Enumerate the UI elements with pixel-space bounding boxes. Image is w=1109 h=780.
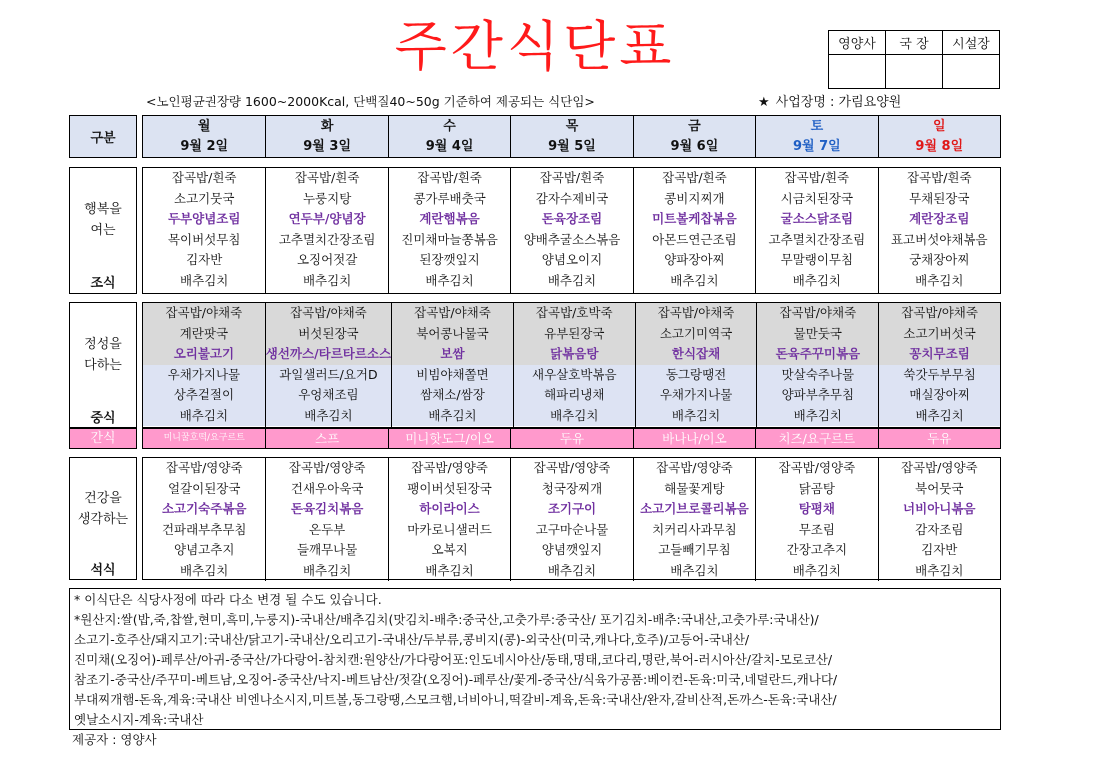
dinner-dish: 고들빼기무침 — [658, 542, 731, 557]
day-header-2 — [265, 116, 387, 157]
breakfast-dish: 오징어젓갈 — [296, 252, 358, 267]
breakfast-dish: 배추김치 — [425, 272, 474, 288]
lunch-day-5 — [635, 303, 757, 427]
lunch-dish: 새우살호박볶음 — [514, 365, 635, 386]
lunch-dish: 꽁치무조림 — [879, 344, 1000, 365]
breakfast-dish: 콩가루배춧국 — [413, 190, 486, 206]
dinner-dish: 온두부 — [309, 521, 346, 537]
breakfast-dish: 표고버섯야채볶음 — [890, 231, 988, 247]
snack-item: 미니꿀호떡/요구르트 — [163, 433, 245, 443]
dinner-dish: 건파래부추무침 — [161, 521, 247, 537]
dinner-dish: 간장고추지 — [786, 542, 848, 557]
breakfast-day-4 — [510, 168, 632, 293]
breakfast-dish: 시금치된장국 — [780, 190, 854, 206]
day-header-4 — [510, 116, 632, 157]
breakfast-dish: 궁채장아찌 — [909, 252, 970, 267]
lunch-dish: 잡곡밥/호박죽 — [514, 303, 635, 324]
lunch-label-line1: 정성을 — [84, 337, 122, 352]
dinner-label-line1: 건강을 — [84, 491, 122, 506]
dinner-day-3 — [388, 458, 510, 581]
snack-item: 스프 — [265, 429, 387, 448]
day-header-row — [142, 115, 1001, 158]
dinner-dish: 닭곰탕 — [798, 480, 835, 496]
origin-note-line: 옛날소시지-계육:국내산 — [74, 712, 204, 727]
dinner-dish: 건새우아욱국 — [290, 480, 364, 496]
breakfast-label-line2: 여는 — [90, 223, 116, 238]
dinner-dish: 잡곡밥/영양죽 — [656, 460, 733, 475]
breakfast-day-7 — [878, 168, 1000, 293]
day-name: 목 — [565, 119, 579, 134]
breakfast-dish: 미트볼케찹볶음 — [652, 211, 737, 226]
dinner-menu-grid — [142, 457, 1001, 580]
dinner-dish: 잡곡밥/영양죽 — [533, 460, 611, 475]
lunch-dish: 배추김치 — [636, 406, 757, 427]
breakfast-dish: 배추김치 — [547, 272, 597, 288]
breakfast-dish: 계란장조림 — [909, 211, 970, 226]
snack-label: 간식 — [69, 428, 137, 449]
dinner-day-5 — [633, 458, 755, 581]
dinner-meal-name: 석식 — [90, 563, 116, 578]
lunch-dish: 오리불고기 — [143, 344, 265, 365]
approval-facility-head-label: 시설장 — [943, 31, 1000, 55]
lunch-dish: 유부된장국 — [514, 324, 635, 345]
lunch-dish: 배추김치 — [757, 406, 878, 427]
approval-director-sign-cell[interactable] — [886, 55, 943, 89]
breakfast-dish: 무채된장국 — [909, 190, 970, 206]
breakfast-dish: 연두부/양념장 — [288, 211, 366, 226]
origin-note-line: *원산지:쌀(밥,죽,찹쌀,현미,흑미,누룽지)-국내산/배추김치(맛김치-배추:중국산,고춧가루:중국산/ 포기김치-배추:국내산,고춧가루:국내산)/ — [74, 612, 819, 627]
snack-item: 치즈/요구르트 — [755, 429, 877, 448]
lunch-day-2 — [265, 303, 391, 427]
day-name: 일 — [933, 119, 946, 134]
breakfast-dish: 양배추굴소스볶음 — [523, 231, 621, 247]
lunch-dish: 해파리냉채 — [514, 385, 635, 406]
dinner-dish: 마카로니샐러드 — [407, 521, 492, 537]
lunch-day-3 — [391, 303, 513, 427]
origin-note-line: 참조기-중국산/주꾸미-베트남,오징어-중국산/낙지-베트남산/젓갈(오징어)-페루산/꽃게-중국산/식육가공품:베이컨-돈육:미국,네덜란드,캐나다/ — [74, 672, 838, 687]
dinner-dish: 소고기숙주볶음 — [161, 501, 247, 516]
lunch-dish: 잡곡밥/야채죽 — [143, 303, 265, 324]
day-header-3 — [388, 116, 510, 157]
dinner-dish: 너비아니볶음 — [903, 501, 976, 516]
dinner-dish: 배추김치 — [792, 562, 841, 578]
breakfast-dish: 잡곡밥/흰죽 — [906, 170, 972, 185]
breakfast-dish: 고추멸치간장조림 — [278, 231, 376, 247]
snack-item: 미니핫도그/이오 — [388, 429, 510, 448]
dinner-dish: 소고기브로콜리볶음 — [640, 501, 749, 516]
day-date: 9월 7일 — [792, 139, 841, 154]
snack-item: 바나나/이오 — [633, 429, 755, 448]
breakfast-dish: 잡곡밥/흰죽 — [417, 170, 482, 185]
dinner-dish: 배추김치 — [180, 562, 229, 578]
lunch-dish: 배추김치 — [879, 406, 1000, 427]
approval-nutritionist-sign-cell[interactable] — [829, 55, 886, 89]
dinner-dish: 잡곡밥/영양죽 — [165, 460, 243, 475]
lunch-dish: 잡곡밥/야채죽 — [392, 303, 513, 324]
dinner-dish: 오복지 — [431, 542, 468, 557]
breakfast-dish: 배추김치 — [915, 272, 964, 288]
breakfast-dish: 배추김치 — [302, 272, 352, 288]
approval-nutritionist-label: 영양사 — [829, 31, 886, 55]
dinner-dish: 배추김치 — [425, 562, 474, 578]
dinner-label-line2: 생각하는 — [77, 512, 129, 527]
breakfast-dish: 잡곡밥/흰죽 — [662, 170, 727, 185]
dinner-dish: 얼갈이된장국 — [167, 480, 241, 496]
lunch-dish: 쌈채소/쌈장 — [392, 385, 513, 406]
lunch-dish: 잡곡밥/야채죽 — [879, 303, 1000, 324]
breakfast-dish: 돈육장조림 — [541, 211, 603, 226]
breakfast-dish: 잡곡밥/흰죽 — [294, 170, 360, 185]
dinner-dish: 팽이버섯된장국 — [407, 480, 492, 496]
dinner-day-2 — [265, 458, 387, 581]
dinner-dish: 해물꽃게탕 — [664, 480, 725, 496]
day-name: 금 — [688, 119, 701, 134]
breakfast-dish: 배추김치 — [180, 272, 229, 288]
page-title: 주간식단표 — [394, 15, 676, 78]
day-name: 월 — [197, 119, 211, 134]
breakfast-dish: 잡곡밥/흰죽 — [784, 170, 850, 185]
lunch-dish: 닭볶음탕 — [514, 344, 635, 365]
lunch-label-line2: 다하는 — [84, 358, 122, 373]
lunch-dish: 생선까스/타르타르소스 — [266, 344, 391, 365]
dinner-dish: 북어뭇국 — [915, 480, 964, 496]
lunch-day-6 — [756, 303, 878, 427]
lunch-dish: 양파부추무침 — [757, 385, 878, 406]
dinner-dish: 무조림 — [798, 521, 835, 537]
lunch-dish: 계란팟국 — [143, 324, 265, 345]
dinner-day-4 — [510, 458, 632, 581]
snack-item: 두유 — [510, 429, 632, 448]
breakfast-dish: 잡곡밥/흰죽 — [171, 170, 237, 185]
dinner-dish: 청국장찌개 — [541, 480, 603, 496]
lunch-dish: 배추김치 — [392, 406, 513, 427]
breakfast-dish: 목이버섯무침 — [167, 231, 241, 247]
approval-signature-box — [828, 30, 1000, 89]
breakfast-dish: 콩비지찌개 — [664, 190, 725, 206]
lunch-dish: 한식잡채 — [636, 344, 757, 365]
breakfast-label-line1: 행복을 — [84, 202, 122, 217]
dinner-dish: 배추김치 — [915, 562, 964, 578]
dinner-day-6 — [755, 458, 877, 581]
lunch-dish: 맛살숙주나물 — [757, 365, 878, 386]
day-header-6 — [755, 116, 877, 157]
breakfast-dish: 고추멸치간장조림 — [768, 231, 866, 247]
dinner-dish: 잡곡밥/영양죽 — [288, 460, 366, 475]
day-date: 9월 3일 — [303, 139, 351, 154]
origin-note-line: * 이식단은 식당사정에 따라 다소 변경 될 수도 있습니다. — [74, 592, 382, 607]
breakfast-dish: 무말랭이무침 — [780, 252, 854, 267]
lunch-dish: 돈육주꾸미볶음 — [757, 344, 878, 365]
dinner-day-1 — [143, 458, 265, 581]
dinner-dish: 치커리사과무침 — [652, 521, 737, 537]
origin-note-line: 부대찌개햄-돈육,계육:국내산 비엔나소시지,미트볼,동그랑땡,스모크햄,너비아니,떡갈비-계육,돈육:국내산/완자,갈비산적,돈까스-돈육:국내산/ — [74, 692, 837, 707]
day-name: 수 — [443, 119, 456, 134]
lunch-dish: 잡곡밥/야채죽 — [636, 303, 757, 324]
provider-line: 제공자 : 영양사 — [72, 732, 157, 747]
lunch-dish: 버섯된장국 — [266, 324, 391, 345]
lunch-dish: 배추김치 — [143, 406, 265, 427]
lunch-dish: 소고기미역국 — [636, 324, 757, 345]
breakfast-dish: 진미채마늘쫑볶음 — [401, 231, 498, 247]
breakfast-label — [69, 167, 137, 294]
dinner-dish: 조기구이 — [547, 501, 597, 516]
dinner-dish: 배추김치 — [670, 562, 719, 578]
lunch-label — [69, 302, 137, 428]
dinner-dish: 돈육김치볶음 — [290, 501, 364, 516]
dinner-day-7 — [878, 458, 1000, 581]
breakfast-dish: 양파장아찌 — [664, 252, 725, 267]
dinner-dish: 김자반 — [921, 542, 958, 557]
dinner-dish: 고구마순나물 — [535, 521, 609, 537]
nutrition-standard-note: <노인평균권장량 1600~2000Kcal, 단백질40~50g 기준하여 제공되는 식단임> — [146, 94, 595, 109]
breakfast-dish: 배추김치 — [670, 272, 719, 288]
lunch-meal-name: 중식 — [90, 411, 116, 426]
lunch-dish: 비빔야채쫄면 — [392, 365, 513, 386]
origin-note-line: 소고기-호주산/돼지고기:국내산/닭고기-국내산/오리고기-국내산/두부류,콩비지(콩)-외국산(미국,캐나다,호주)/고등어-국내산/ — [74, 632, 750, 647]
breakfast-dish: 누룽지탕 — [302, 190, 352, 206]
day-date: 9월 8일 — [915, 139, 964, 154]
lunch-dish: 북어콩나물국 — [392, 324, 513, 345]
lunch-dish: 우엉채조림 — [266, 385, 391, 406]
day-name: 화 — [320, 119, 334, 134]
lunch-dish: 잡곡밥/야채죽 — [757, 303, 878, 324]
dinner-dish: 잡곡밥/영양죽 — [411, 460, 488, 475]
dinner-dish: 잡곡밥/영양죽 — [900, 460, 978, 475]
breakfast-day-2 — [265, 168, 387, 293]
day-date: 9월 5일 — [548, 139, 596, 154]
day-header-1 — [143, 116, 265, 157]
lunch-dish: 잡곡밥/야채죽 — [266, 303, 391, 324]
breakfast-day-5 — [633, 168, 755, 293]
dinner-label — [69, 457, 137, 580]
dinner-dish: 양념깻잎지 — [541, 542, 603, 557]
origin-note-line: 진미채(오징어)-페루산/아귀-중국산/가다랑어-참치캔:원양산/가다랑어포:인도네시아산/동태,명태,코다리,명란,북어-러시아산/갈치-모로코산/ — [74, 652, 833, 667]
breakfast-dish: 감자수제비국 — [535, 190, 609, 206]
breakfast-dish: 배추김치 — [792, 272, 841, 288]
breakfast-dish: 계란햄볶음 — [419, 211, 480, 226]
breakfast-dish: 된장깻잎지 — [419, 252, 480, 267]
day-header-7 — [878, 116, 1000, 157]
origin-notes-box — [69, 588, 1001, 730]
breakfast-menu-grid — [142, 167, 1001, 294]
star-icon: ★ — [758, 95, 770, 110]
breakfast-dish: 아몬드연근조림 — [652, 231, 737, 247]
day-name: 토 — [810, 119, 824, 134]
lunch-dish: 우채가지나물 — [143, 365, 265, 386]
lunch-dish: 물만둣국 — [757, 324, 878, 345]
breakfast-dish: 김자반 — [186, 252, 223, 267]
breakfast-meal-name: 조식 — [90, 276, 116, 291]
breakfast-dish: 소고기뭇국 — [174, 190, 235, 206]
lunch-day-7 — [878, 303, 1000, 427]
lunch-dish: 쑥갓두부무침 — [879, 365, 1000, 386]
breakfast-day-3 — [388, 168, 510, 293]
day-date: 9월 6일 — [670, 139, 719, 154]
lunch-day-1 — [143, 303, 265, 427]
approval-director-label: 국 장 — [886, 31, 943, 55]
breakfast-day-1 — [143, 168, 265, 293]
dinner-dish: 배추김치 — [547, 562, 597, 578]
lunch-dish: 동그랑땡전 — [636, 365, 757, 386]
dinner-dish: 배추김치 — [302, 562, 352, 578]
dinner-dish: 잡곡밥/영양죽 — [778, 460, 856, 475]
lunch-dish: 매실장아찌 — [879, 385, 1000, 406]
dinner-dish: 감자조림 — [915, 521, 964, 537]
lunch-dish: 보쌈 — [392, 344, 513, 365]
breakfast-dish: 양념오이지 — [541, 252, 603, 267]
dinner-dish: 들깨무나물 — [296, 542, 358, 557]
day-date: 9월 2일 — [180, 139, 229, 154]
snack-row — [142, 428, 1001, 449]
lunch-dish: 배추김치 — [266, 406, 391, 427]
lunch-dish: 과일샐러드/요거D — [266, 365, 391, 386]
business-name-text: 사업장명 : 가림요양원 — [775, 95, 902, 110]
business-name — [758, 91, 901, 110]
breakfast-dish: 굴소스닭조림 — [780, 211, 854, 226]
day-header-5 — [633, 116, 755, 157]
breakfast-dish: 두부양념조림 — [167, 211, 241, 226]
breakfast-dish: 잡곡밥/흰죽 — [539, 170, 605, 185]
snack-item: 두유 — [878, 429, 1000, 448]
approval-facility-head-sign-cell[interactable] — [943, 55, 1000, 89]
lunch-dish: 상추겉절이 — [143, 385, 265, 406]
dinner-dish: 탕평채 — [798, 501, 835, 516]
lunch-day-4 — [513, 303, 635, 427]
lunch-dish: 우채가지나물 — [636, 385, 757, 406]
lunch-menu-grid — [142, 302, 1001, 428]
lunch-dish: 소고기버섯국 — [879, 324, 1000, 345]
day-date: 9월 4일 — [425, 139, 474, 154]
lunch-dish: 배추김치 — [514, 406, 635, 427]
dinner-dish: 하이라이스 — [419, 501, 480, 516]
breakfast-day-6 — [755, 168, 877, 293]
category-header: 구분 — [69, 115, 137, 158]
dinner-dish: 양념고추지 — [174, 542, 235, 557]
